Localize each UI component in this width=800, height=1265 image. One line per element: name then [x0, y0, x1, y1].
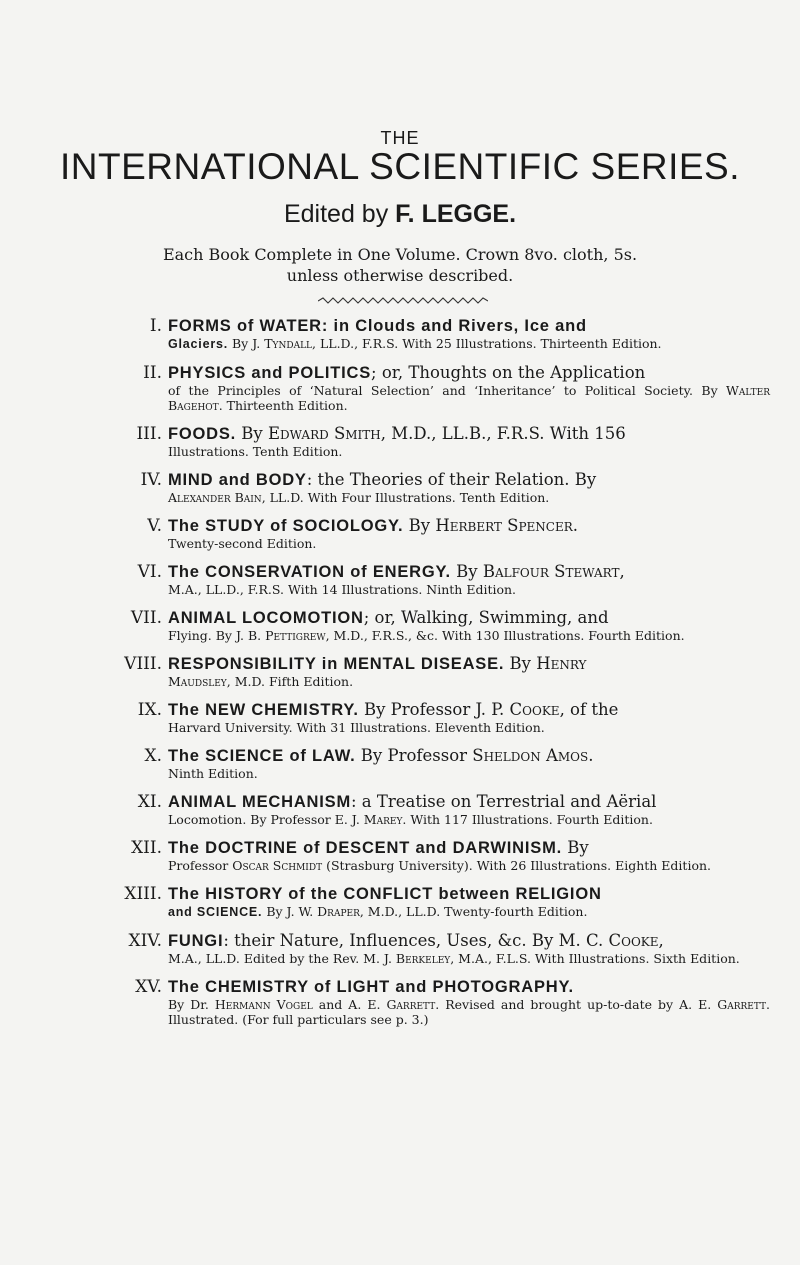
series-entry [0, 424, 800, 459]
entry-text: (Strasburg University). With 26 Illustrations. Eighth Edition. [322, 858, 711, 873]
author-name: Edward Smith [268, 424, 381, 443]
author-name: Henry [536, 654, 587, 673]
entry-text: Ninth Edition. [168, 766, 258, 781]
author-name: Draper [317, 904, 360, 919]
entry-text: By Professor J. P. [358, 700, 510, 719]
series-entry [0, 746, 800, 781]
entry-text: Locomotion. By Professor E. J. [168, 812, 364, 827]
entry-detail [168, 336, 770, 352]
entry-title-line [168, 562, 770, 582]
entry-title-line [168, 424, 770, 444]
author-name: Sheldon Amos [472, 746, 589, 765]
editor-line [0, 200, 800, 229]
author-name: Marey [363, 812, 403, 827]
entry-title-line [168, 838, 770, 858]
entry-detail [168, 536, 770, 551]
entry-text: , LL.D., F.R.S. With 25 Illustrations. Thirteenth Edition. [312, 336, 662, 351]
entry-title-text: The SCIENCE of LAW. [168, 747, 356, 765]
entry-detail [168, 812, 770, 827]
author-name: Cooke [509, 700, 560, 719]
entry-number: X. [144, 746, 162, 766]
entry-text: Flying. By J. B. [168, 628, 266, 643]
series-entry [0, 608, 800, 643]
entry-text: , [619, 562, 625, 581]
terms-line: Each Book Complete in One Volume. Crown 8vo. cloth, 5s. [162, 245, 638, 264]
entry-text: , M.D., LL.D. Twenty-fourth Edition. [359, 904, 588, 919]
entry-title-text: FUNGI [168, 932, 224, 950]
entry-text: By Dr. [168, 997, 215, 1012]
entry-detail [168, 582, 770, 597]
author-name: Pettigrew [265, 628, 326, 643]
entry-title-text: Glaciers. [168, 337, 229, 351]
entry-text: . Thirteenth Edition. [218, 398, 348, 413]
entry-detail [168, 628, 770, 643]
series-entry [0, 562, 800, 597]
entry-text: , LL.D. With Four Illustrations. Tenth Edition. [261, 490, 550, 505]
entry-text: . [572, 516, 579, 535]
entry-text: Harvard University. With 31 Illustrations. Eleventh Edition. [168, 720, 545, 735]
entry-number: IX. [137, 700, 162, 720]
entry-number: IV. [140, 470, 162, 490]
entry-number: I. [149, 316, 162, 336]
entry-number: XII. [131, 838, 162, 858]
entry-title-text: The CONSERVATION of ENERGY. [168, 563, 451, 581]
entry-number: II. [143, 363, 162, 383]
series-entry [0, 516, 800, 551]
entry-text: Illustrations. Tenth Edition. [168, 444, 343, 459]
entry-title-line [168, 700, 770, 720]
entry-text: , M.D., LL.B., F.R.S. With 156 [380, 424, 626, 443]
entry-title-text: The NEW CHEMISTRY. [168, 701, 359, 719]
entry-text: Twenty-second Edition. [168, 536, 317, 551]
entry-detail [168, 444, 770, 459]
entry-detail [168, 383, 770, 413]
entry-detail [168, 858, 770, 873]
author-name: Alexander Bain [168, 490, 262, 505]
entry-title-line [168, 470, 770, 490]
entry-text: By Professor [355, 746, 473, 765]
entry-text: , M.A., F.L.S. With Illustrations. Sixth Edition. [450, 951, 740, 966]
author-name: Balfour Stewart [482, 562, 620, 581]
entry-number: VIII. [124, 654, 162, 674]
entry-title-text: FOODS. [168, 425, 237, 443]
author-name: Maudsley [168, 674, 227, 689]
entry-text: : a Treatise on Terrestrial and Aërial [351, 792, 657, 811]
entry-title-text: The HISTORY of the CONFLICT between RELIGION [168, 885, 602, 903]
entry-number: VI. [137, 562, 162, 582]
entry-title-line [168, 363, 770, 383]
entry-title-line [168, 977, 770, 997]
author-name: Hermann Vogel [214, 997, 313, 1012]
terms-line: unless otherwise described. [286, 266, 514, 285]
entry-text: of the Principles of ‘Natural Selection’ and ‘Inheritance’ to Political Society. By [168, 383, 727, 398]
edited-by-label: Edited by [283, 200, 389, 228]
entry-title-line [168, 608, 770, 628]
entry-number: XI. [137, 792, 162, 812]
entry-detail [168, 766, 770, 781]
series-entry [0, 838, 800, 873]
entry-title-text: PHYSICS and POLITICS [168, 364, 372, 382]
entry-title-line [168, 931, 770, 951]
entry-title-line [168, 316, 770, 336]
editor-name: F. LEGGE. [395, 200, 517, 228]
entry-title-line [168, 516, 770, 536]
entry-text: , of the [559, 700, 619, 719]
entry-title-text: MIND and BODY [168, 471, 307, 489]
header-the: THE [380, 128, 420, 148]
entry-title-line [168, 884, 770, 904]
entry-text: . Illustrated. (For full particulars see p. 3.) [168, 997, 770, 1027]
entry-text: ; or, Walking, Swimming, and [363, 608, 609, 627]
series-entry [0, 470, 800, 505]
entry-text: By [236, 424, 268, 443]
entry-number: XIII. [124, 884, 162, 904]
author-name: Berkeley [395, 951, 451, 966]
entry-text: By [504, 654, 537, 673]
series-entry [0, 884, 800, 920]
entry-title-text: FORMS of WATER: in Clouds and Rivers, Ice and [168, 317, 587, 335]
entry-text: M.A., LL.D., F.R.S. With 14 Illustrations. Ninth Edition. [168, 582, 517, 597]
entry-text: , [658, 931, 664, 950]
author-name: Herbert Spencer [435, 516, 573, 535]
entry-text: By J. [228, 336, 265, 351]
entry-detail [168, 674, 770, 689]
entry-text: ; or, Thoughts on the Application [371, 363, 646, 382]
entry-number: XIV. [128, 931, 162, 951]
entry-text: . With 117 Illustrations. Fourth Edition. [402, 812, 653, 827]
entry-title-text: and SCIENCE. [168, 905, 263, 919]
entry-text: M.A., LL.D. Edited by the Rev. M. J. [168, 951, 396, 966]
entry-text: . [588, 746, 594, 765]
entry-title-text: ANIMAL MECHANISM [168, 793, 351, 811]
entry-title-text: The CHEMISTRY of LIGHT and PHOTOGRAPHY. [168, 978, 574, 996]
entry-detail [168, 904, 770, 920]
entry-detail [168, 490, 770, 505]
entry-text: , M.D. Fifth Edition. [226, 674, 354, 689]
series-entry [0, 792, 800, 827]
entry-text: and A. E. [312, 997, 387, 1012]
author-name: Garrett [386, 997, 436, 1012]
entry-title-line [168, 792, 770, 812]
author-name: Tyndall [264, 336, 313, 351]
series-list [0, 316, 800, 1038]
series-entry [0, 363, 800, 413]
author-name: Cooke [608, 931, 659, 950]
wavy-rule-ornament [318, 296, 488, 306]
terms-notice [0, 244, 800, 286]
author-name: Oscar Schmidt [232, 858, 323, 873]
series-entry [0, 654, 800, 689]
series-entry [0, 700, 800, 735]
entry-text: Professor [168, 858, 233, 873]
entry-detail [168, 951, 770, 966]
entry-text: : their Nature, Influences, Uses, &c. By M. C. [223, 931, 609, 950]
entry-title-text: The STUDY of SOCIOLOGY. [168, 517, 404, 535]
entry-text: By [450, 562, 483, 581]
series-entry [0, 316, 800, 352]
entry-detail [168, 720, 770, 735]
entry-number: V. [147, 516, 162, 536]
entry-text: By [403, 516, 436, 535]
entry-title-text: RESPONSIBILITY in MENTAL DISEASE. [168, 655, 505, 673]
entry-text: . Revised and brought up-to-date by A. E. [435, 997, 718, 1012]
entry-text: , M.D., F.R.S., &c. With 130 Illustrations. Fourth Edition. [325, 628, 685, 643]
entry-detail [168, 997, 770, 1027]
entry-text: By [562, 838, 589, 857]
entry-number: XV. [135, 977, 162, 997]
entry-text: By J. W. [262, 904, 318, 919]
entry-text: : the Theories of their Relation. By [306, 470, 597, 489]
entry-title-text: ANIMAL LOCOMOTION [168, 609, 364, 627]
entry-title-line [168, 654, 770, 674]
entry-title-text: The DOCTRINE of DESCENT and DARWINISM. [168, 839, 563, 857]
entry-number: VII. [130, 608, 162, 628]
series-entry [0, 931, 800, 966]
series-entry [0, 977, 800, 1027]
entry-title-line [168, 746, 770, 766]
series-title: INTERNATIONAL SCIENTIFIC SERIES. [59, 146, 741, 187]
entry-number: III. [136, 424, 162, 444]
author-name: Garrett [717, 997, 767, 1012]
author-name: Walter Bagehot [168, 383, 770, 413]
